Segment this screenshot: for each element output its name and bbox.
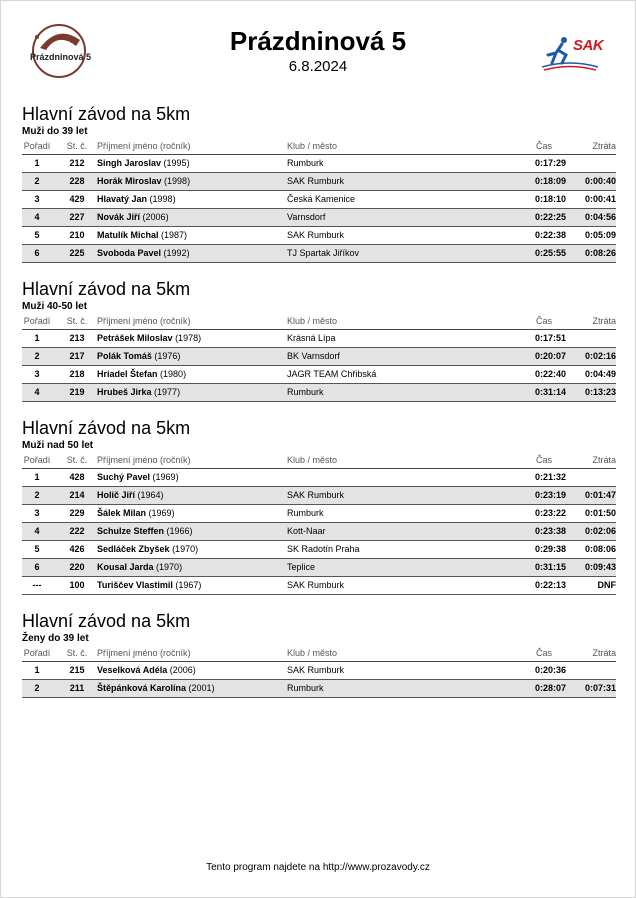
- runner-name: Hlavatý Jan: [97, 194, 148, 204]
- cell-pos: ---: [32, 580, 42, 590]
- birth-year: (1977): [154, 387, 181, 397]
- birth-year: (1970): [172, 544, 199, 554]
- cell-bib: 428: [69, 472, 85, 482]
- col-header-loss: Ztráta: [592, 455, 616, 465]
- runner-name: Hriadel Štefan: [97, 369, 158, 379]
- cell-loss: DNF: [597, 580, 616, 590]
- cell-pos: 3: [34, 369, 40, 379]
- cell-time: 0:22:25: [534, 212, 566, 222]
- cell-pos: 3: [34, 194, 40, 204]
- cell-loss: 0:01:47: [584, 490, 616, 500]
- birth-year: (1980): [160, 369, 187, 379]
- page-header: [0, 0, 636, 95]
- table-row: [22, 384, 616, 402]
- cell-bib: 212: [69, 158, 85, 168]
- cell-name: [97, 384, 180, 401]
- cell-name: [97, 487, 164, 504]
- cell-time: 0:21:32: [534, 472, 566, 482]
- cell-club: Rumburk: [287, 387, 324, 397]
- cell-bib: 227: [69, 212, 85, 222]
- cell-name: [97, 662, 196, 679]
- cell-bib: 219: [69, 387, 85, 397]
- table-row: [22, 487, 616, 505]
- cell-pos: 2: [34, 490, 40, 500]
- birth-year: (2006): [169, 665, 196, 675]
- cell-bib: 217: [69, 351, 85, 361]
- cell-pos: 4: [34, 387, 40, 397]
- cell-pos: 6: [34, 562, 40, 572]
- cell-name: [97, 541, 198, 558]
- runner-name: Novák Jiří: [97, 212, 141, 222]
- col-header-name: Příjmení jméno (ročník): [97, 648, 191, 658]
- col-header-club: Klub / město: [287, 141, 338, 151]
- runner-name: Matulík Michal: [97, 230, 159, 240]
- table-row: [22, 155, 616, 173]
- col-header-loss: Ztráta: [592, 316, 616, 326]
- cell-bib: 211: [69, 683, 85, 693]
- table-row: [22, 366, 616, 384]
- birth-year: (1967): [175, 580, 202, 590]
- cell-bib: 225: [69, 248, 85, 258]
- footer-text: Tento program najdete na http://www.prozavody.cz: [206, 862, 430, 873]
- cell-loss: 0:08:26: [584, 248, 616, 258]
- col-header-pos: Pořadí: [23, 648, 51, 658]
- runner-name: Kousal Jarda: [97, 562, 154, 572]
- page-title: Prázdninová 5: [229, 26, 407, 56]
- cell-club: SK Radotín Praha: [287, 544, 360, 554]
- cell-time: 0:31:15: [534, 562, 566, 572]
- cell-time: 0:17:51: [534, 333, 566, 343]
- cell-name: [97, 680, 215, 697]
- cell-club: BK Varnsdorf: [287, 351, 340, 361]
- cell-pos: 2: [34, 176, 40, 186]
- cell-time: 0:29:38: [534, 544, 566, 554]
- col-header-time: Čas: [535, 316, 552, 326]
- table-row: [22, 662, 616, 680]
- table-header: [22, 139, 616, 155]
- table-row: [22, 469, 616, 487]
- cell-loss: 0:02:16: [584, 351, 616, 361]
- cell-bib: 213: [69, 333, 85, 343]
- cell-club: SAK Rumburk: [287, 580, 345, 590]
- cell-loss: 0:07:31: [584, 683, 616, 693]
- cell-time: 0:23:22: [534, 508, 566, 518]
- results-section-men-over-50: [22, 418, 616, 595]
- birth-year: (1992): [163, 248, 190, 258]
- birth-year: (1998): [164, 176, 191, 186]
- runner-name: Petrášek Miloslav: [97, 333, 173, 343]
- cell-loss: 0:04:49: [584, 369, 616, 379]
- cell-loss: 0:13:23: [584, 387, 616, 397]
- col-header-loss: Ztráta: [592, 141, 616, 151]
- cell-time: 0:28:07: [534, 683, 566, 693]
- runner-name: Schulze Steffen: [97, 526, 165, 536]
- birth-year: (1987): [161, 230, 188, 240]
- table-row: [22, 191, 616, 209]
- cell-name: [97, 155, 190, 172]
- col-header-loss: Ztráta: [592, 648, 616, 658]
- cell-bib: 218: [69, 369, 85, 379]
- cell-bib: 222: [69, 526, 85, 536]
- birth-year: (1970): [156, 562, 183, 572]
- cell-time: 0:22:13: [534, 580, 566, 590]
- table-row: [22, 505, 616, 523]
- cell-name: [97, 245, 190, 262]
- table-header: [22, 646, 616, 662]
- race-title: Hlavní závod na 5km: [22, 104, 191, 124]
- table-row: [22, 577, 616, 595]
- birth-year: (1995): [163, 158, 190, 168]
- cell-time: 0:17:29: [534, 158, 566, 168]
- col-header-name: Příjmení jméno (ročník): [97, 141, 191, 151]
- cell-name: [97, 209, 169, 226]
- cell-bib: 220: [69, 562, 85, 572]
- table-row: [22, 523, 616, 541]
- table-row: [22, 245, 616, 263]
- cell-time: 0:22:38: [534, 230, 566, 240]
- logo-right-text: SAK: [573, 37, 604, 54]
- cell-name: [97, 505, 175, 522]
- runner-name: Singh Jaroslav: [97, 158, 162, 168]
- results-section-men-40-50: [22, 279, 616, 402]
- col-header-pos: Pořadí: [23, 455, 51, 465]
- cell-name: [97, 330, 201, 347]
- cell-time: 0:23:38: [534, 526, 566, 536]
- cell-loss: 0:04:56: [584, 212, 616, 222]
- cell-club: Teplice: [287, 562, 316, 572]
- race-title: Hlavní závod na 5km: [22, 279, 191, 299]
- cell-club: SAK Rumburk: [287, 176, 345, 186]
- cell-club: SAK Rumburk: [287, 490, 345, 500]
- cell-pos: 6: [34, 248, 40, 258]
- runner-name: Sedláček Zbyšek: [97, 544, 170, 554]
- col-header-bib: St. č.: [66, 455, 88, 465]
- cell-pos: 5: [34, 544, 40, 554]
- birth-year: (1978): [175, 333, 202, 343]
- cell-bib: 100: [69, 580, 85, 590]
- col-header-bib: St. č.: [66, 316, 88, 326]
- cell-bib: 429: [69, 194, 85, 204]
- cell-club: Rumburk: [287, 158, 324, 168]
- cell-name: [97, 191, 176, 208]
- cell-time: 0:25:55: [534, 248, 566, 258]
- birth-year: (2001): [188, 683, 215, 693]
- category-title: Ženy do 39 let: [22, 633, 89, 644]
- cell-loss: 0:08:06: [584, 544, 616, 554]
- cell-club: TJ Spartak Jiříkov: [287, 248, 360, 258]
- runner-name: Holič Jiří: [97, 490, 136, 500]
- cell-club: Česká Kamenice: [287, 194, 356, 204]
- cell-club: Rumburk: [287, 508, 324, 518]
- cell-pos: 4: [34, 526, 40, 536]
- cell-name: [97, 348, 180, 365]
- cell-time: 0:20:07: [534, 351, 566, 361]
- cell-bib: 228: [69, 176, 85, 186]
- birth-year: (1969): [152, 472, 179, 482]
- cell-bib: 426: [69, 544, 85, 554]
- cell-pos: 1: [34, 665, 40, 675]
- page-date: 6.8.2024: [288, 58, 348, 75]
- col-header-time: Čas: [535, 141, 552, 151]
- table-row: [22, 680, 616, 698]
- cell-bib: 210: [69, 230, 85, 240]
- runner-name: Horák Miroslav: [97, 176, 162, 186]
- runner-name: Štěpánková Karolína: [97, 683, 187, 693]
- cell-pos: 1: [34, 158, 40, 168]
- cell-bib: 229: [69, 508, 85, 518]
- cell-time: 0:31:14: [534, 387, 566, 397]
- col-header-bib: St. č.: [66, 648, 88, 658]
- cell-time: 0:18:10: [534, 194, 566, 204]
- results-section-men-under-39: [22, 104, 616, 263]
- cell-club: SAK Rumburk: [287, 665, 345, 675]
- col-header-time: Čas: [535, 455, 552, 465]
- race-title: Hlavní závod na 5km: [22, 611, 191, 631]
- cell-name: [97, 366, 186, 383]
- table-row: [22, 559, 616, 577]
- table-row: [22, 348, 616, 366]
- cell-time: 0:18:09: [534, 176, 566, 186]
- col-header-time: Čas: [535, 648, 552, 658]
- cell-club: Krásná Lípa: [287, 333, 336, 343]
- cell-club: JAGR TEAM Chřibská: [287, 369, 377, 379]
- birth-year: (1976): [154, 351, 181, 361]
- cell-bib: 215: [69, 665, 85, 675]
- cell-name: [97, 577, 201, 594]
- col-header-club: Klub / město: [287, 455, 338, 465]
- cell-pos: 2: [34, 351, 40, 361]
- col-header-club: Klub / město: [287, 316, 338, 326]
- table-row: [22, 209, 616, 227]
- col-header-name: Příjmení jméno (ročník): [97, 455, 191, 465]
- cell-pos: 5: [34, 230, 40, 240]
- category-title: Muži 40-50 let: [22, 301, 88, 312]
- birth-year: (1966): [166, 526, 193, 536]
- birth-year: (1964): [137, 490, 164, 500]
- col-header-pos: Pořadí: [23, 141, 51, 151]
- runner-name: Hrubeš Jirka: [97, 387, 152, 397]
- logo-left-text: Prázdninová 5: [30, 52, 92, 62]
- col-header-club: Klub / město: [287, 648, 338, 658]
- cell-loss: 0:05:09: [584, 230, 616, 240]
- cell-pos: 1: [34, 333, 40, 343]
- cell-club: Kott-Naar: [287, 526, 326, 536]
- col-header-bib: St. č.: [66, 141, 88, 151]
- sak-logo: [540, 33, 604, 73]
- runner-name: Suchý Pavel: [97, 472, 151, 482]
- cell-pos: 2: [34, 683, 40, 693]
- table-row: [22, 541, 616, 559]
- cell-bib: 214: [69, 490, 85, 500]
- cell-name: [97, 469, 179, 486]
- cell-club: SAK Rumburk: [287, 230, 345, 240]
- table-header: [22, 453, 616, 469]
- category-title: Muži do 39 let: [22, 126, 88, 137]
- category-title: Muži nad 50 let: [22, 440, 94, 451]
- cell-name: [97, 227, 187, 244]
- runner-name: Svoboda Pavel: [97, 248, 162, 258]
- col-header-name: Příjmení jméno (ročník): [97, 316, 191, 326]
- cell-loss: 0:02:06: [584, 526, 616, 536]
- cell-loss: 0:01:50: [584, 508, 616, 518]
- cell-time: 0:23:19: [534, 490, 566, 500]
- cell-loss: 0:09:43: [584, 562, 616, 572]
- col-header-pos: Pořadí: [23, 316, 51, 326]
- birth-year: (2006): [142, 212, 169, 222]
- table-header: [22, 314, 616, 330]
- cell-club: Varnsdorf: [287, 212, 326, 222]
- cell-pos: 1: [34, 472, 40, 482]
- table-row: [22, 330, 616, 348]
- birth-year: (1969): [148, 508, 175, 518]
- cell-club: Rumburk: [287, 683, 324, 693]
- cell-name: [97, 173, 190, 190]
- runner-name: Šálek Milan: [97, 508, 147, 518]
- race-title: Hlavní závod na 5km: [22, 418, 191, 438]
- cell-loss: 0:00:40: [584, 176, 616, 186]
- table-row: [22, 227, 616, 245]
- table-row: [22, 173, 616, 191]
- results-section-women-under-39: [22, 611, 616, 698]
- runner-name: Polák Tomáš: [97, 351, 152, 361]
- cell-time: 0:20:36: [534, 665, 566, 675]
- runner-name: Veselková Adéla: [97, 665, 168, 675]
- cell-loss: 0:00:41: [584, 194, 616, 204]
- cell-time: 0:22:40: [534, 369, 566, 379]
- cell-name: [97, 523, 193, 540]
- cell-pos: 3: [34, 508, 40, 518]
- cell-name: [97, 559, 182, 576]
- cell-pos: 4: [34, 212, 40, 222]
- birth-year: (1998): [149, 194, 176, 204]
- runner-name: Turiščev Vlastimil: [97, 580, 173, 590]
